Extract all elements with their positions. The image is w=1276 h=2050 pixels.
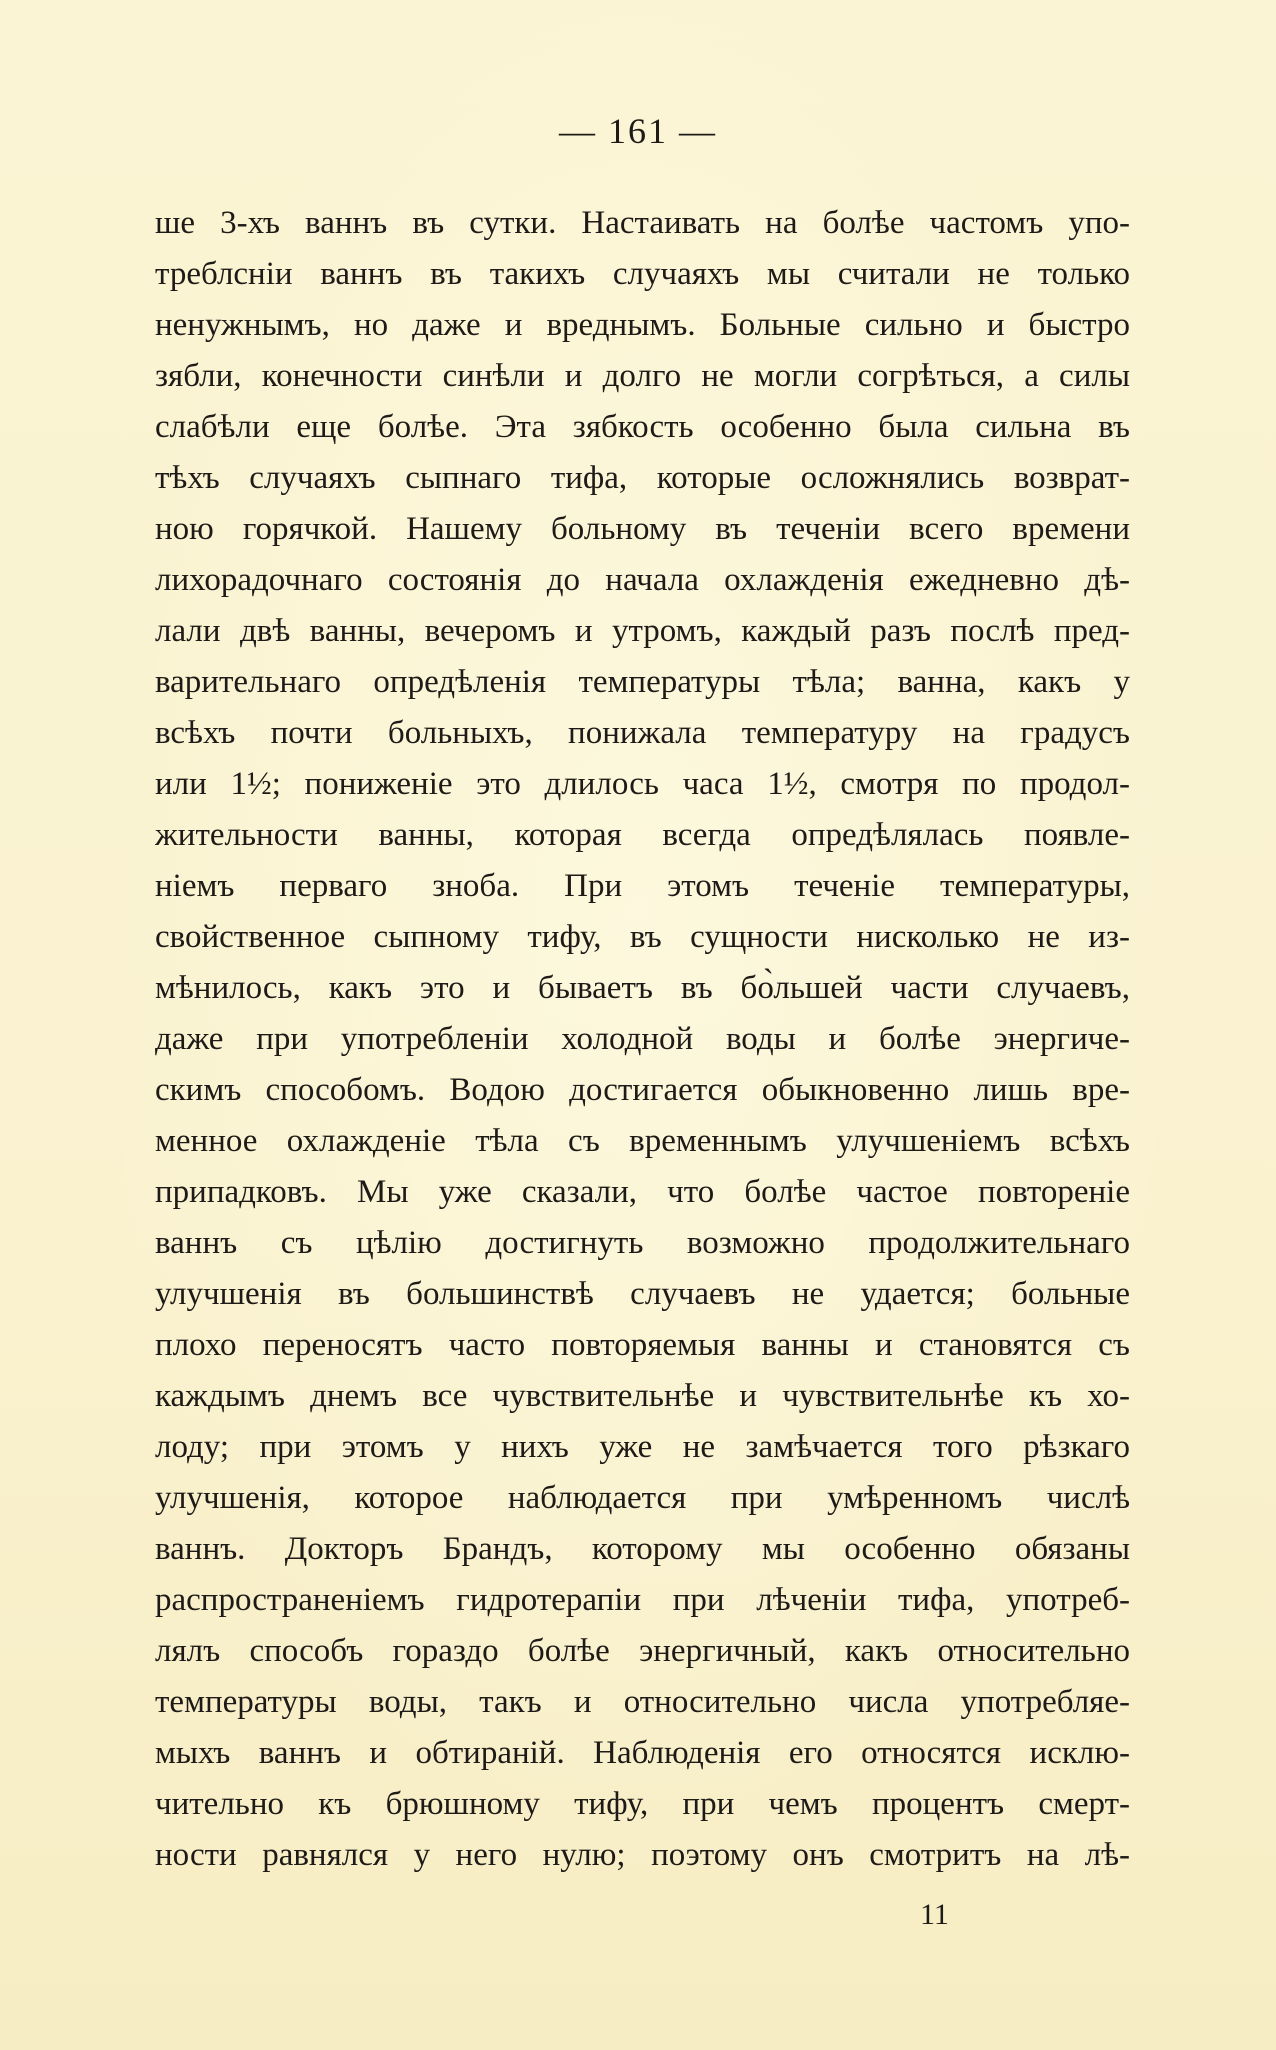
text-line: распространеніемъ гидротерапіи при лѣченіи тифа, употреб-: [155, 1582, 1130, 1618]
text-line: улучшенія въ большинствѣ случаевъ не удается; больные: [155, 1276, 1130, 1312]
text-line: плохо переносятъ часто повторяемыя ванны и становятся съ: [155, 1327, 1130, 1363]
text-line: зябли, конечности синѣли и долго не могли согрѣться, а силы: [155, 358, 1130, 394]
text-line: температуры воды, такъ и относительно числа употребляе-: [155, 1684, 1130, 1720]
text-line: ваннъ съ цѣлію достигнуть возможно продолжительнаго: [155, 1225, 1130, 1261]
text-line: скимъ способомъ. Водою достигается обыкновенно лишь вре-: [155, 1072, 1130, 1108]
text-line: жительности ванны, которая всегда опредѣлялась появле-: [155, 817, 1130, 853]
text-line: ности равнялся у него нулю; поэтому онъ смотритъ на лѣ-: [155, 1837, 1130, 1873]
text-line: каждымъ днемъ все чувствительнѣе и чувствительнѣе къ хо-: [155, 1378, 1130, 1414]
text-line: лихорадочнаго состоянія до начала охлажденія ежедневно дѣ-: [155, 562, 1130, 598]
page-number: — 161 —: [559, 111, 717, 151]
text-line: тѣхъ случаяхъ сыпнаго тифа, которые осложнялись возврат-: [155, 460, 1130, 496]
text-line: треблсніи ваннъ въ такихъ случаяхъ мы считали не только: [155, 256, 1130, 292]
text-line: мѣнилось, какъ это и бываетъ въ бо̀льшей части случаевъ,: [155, 970, 1130, 1006]
text-line: лоду; при этомъ у нихъ уже не замѣчается того рѣзкаго: [155, 1429, 1130, 1465]
text-line: лали двѣ ванны, вечеромъ и утромъ, каждый разъ послѣ пред-: [155, 613, 1130, 649]
text-line: ваннъ. Докторъ Брандъ, которому мы особенно обязаны: [155, 1531, 1130, 1567]
text-line: слабѣли еще болѣе. Эта зябкость особенно была сильна въ: [155, 409, 1130, 445]
text-line: ніемъ перваго зноба. При этомъ теченіе температуры,: [155, 868, 1130, 904]
signature-mark: 11: [920, 1898, 949, 1931]
text-line: варительнаго опредѣленія температуры тѣла; ванна, какъ у: [155, 664, 1130, 700]
text-line: ше 3-хъ ваннъ въ сутки. Настаивать на болѣе частомъ упо-: [155, 205, 1130, 241]
text-line: всѣхъ почти больныхъ, понижала температуру на градусъ: [155, 715, 1130, 751]
text-line: улучшенія, которое наблюдается при умѣренномъ числѣ: [155, 1480, 1130, 1516]
text-line: или 1½; пониженіе это длилось часа 1½, смотря по продол-: [155, 766, 1130, 802]
text-line: менное охлажденіе тѣла съ временнымъ улучшеніемъ всѣхъ: [155, 1123, 1130, 1159]
body-text: [155, 198, 1130, 1881]
text-line: свойственное сыпному тифу, въ сущности нисколько не из-: [155, 919, 1130, 955]
text-line: даже при употребленіи холодной воды и болѣе энергиче-: [155, 1021, 1130, 1057]
text-line: лялъ способъ гораздо болѣе энергичный, какъ относительно: [155, 1633, 1130, 1669]
text-line: ною горячкой. Нашему больному въ теченіи всего времени: [155, 511, 1130, 547]
text-line: ненужнымъ, но даже и вреднымъ. Больные сильно и быстро: [155, 307, 1130, 343]
text-line: чительно къ брюшному тифу, при чемъ процентъ смерт-: [155, 1786, 1130, 1822]
text-line: припадковъ. Мы уже сказали, что болѣе частое повтореніе: [155, 1174, 1130, 1210]
text-line: мыхъ ваннъ и обтираній. Наблюденія его относятся исклю-: [155, 1735, 1130, 1771]
